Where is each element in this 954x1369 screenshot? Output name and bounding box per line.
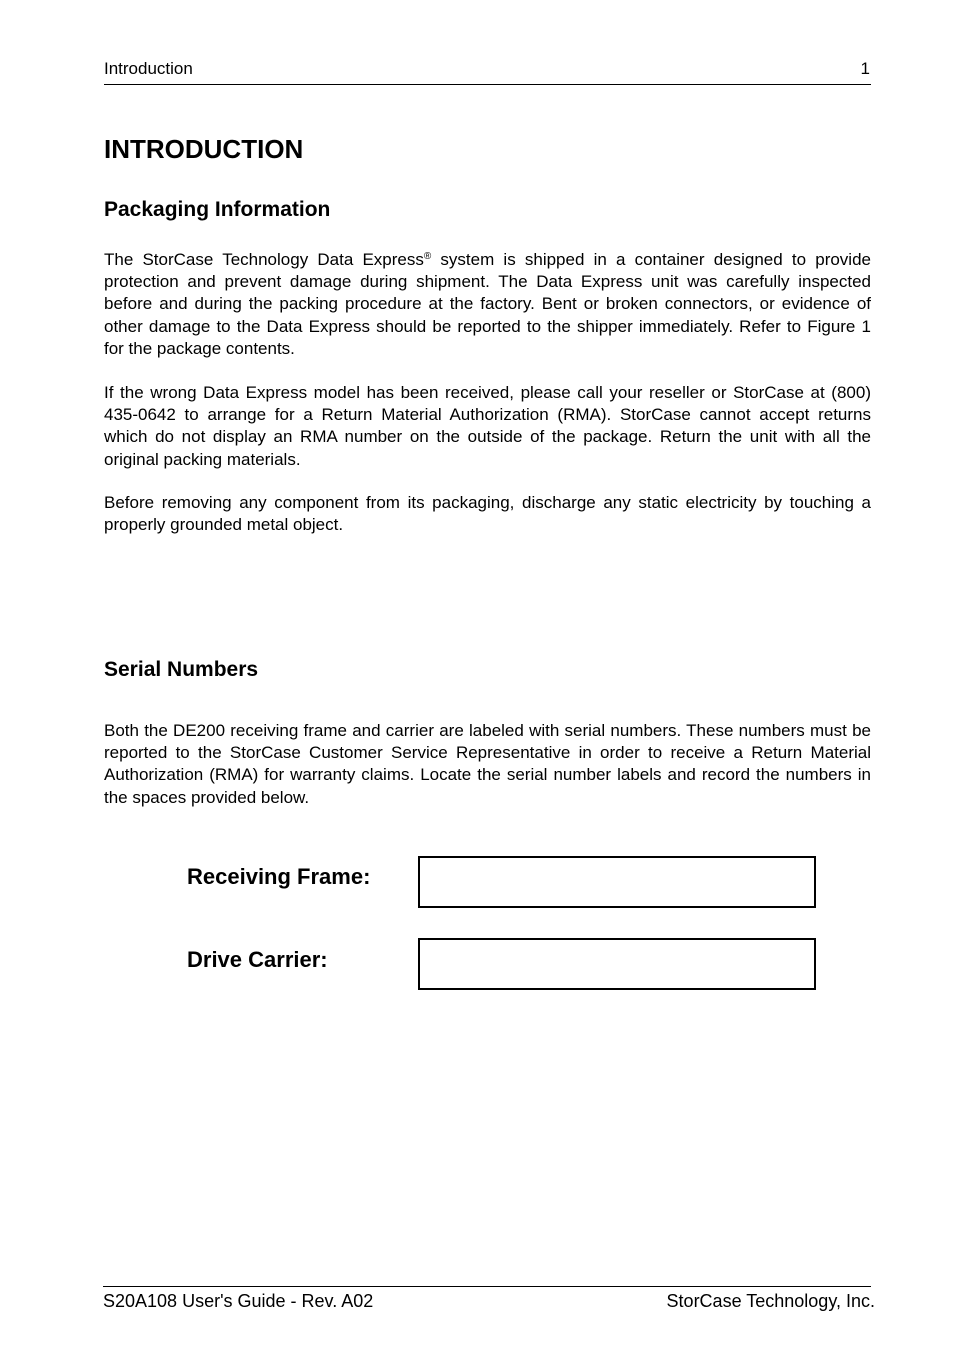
serial-numbers-paragraph: Both the DE200 receiving frame and carrier are labeled with serial numbers. These numbers must be reported to the StorCase Customer Service Representative in order to receive a Return Material Authorization (RMA) for warranty claims. Locate the serial number labels and record the numbers in the spaces provided below. — [104, 721, 871, 807]
packaging-p1-text-a: The StorCase Technology Data Express — [104, 250, 424, 269]
packaging-p1-text-b: system is shipped in a container designed to provide protection and prevent damage during shipment. The Data Express unit was carefully inspected before and during the packing procedure at the factory. Bent or broken connectors, or evidence of other damage to the Data Express should be reported to the shipper immediately. Refer to Figure 1 for the package contents. — [104, 250, 871, 358]
header-page-number: 1 — [860, 59, 870, 78]
packaging-paragraph-3: Before removing any component from its packaging, discharge any static electricity by touching a properly grounded metal object. — [104, 493, 871, 535]
page-footer — [103, 1286, 875, 1317]
footer-document-title: S20A108 User's Guide - Rev. A02 — [103, 1291, 374, 1311]
receiving-frame-serial-box — [418, 856, 816, 908]
drive-carrier-serial-box — [418, 938, 816, 990]
header-section-title: Introduction — [104, 59, 193, 78]
registered-trademark-mark: ® — [423, 251, 432, 262]
footer-company-name: StorCase Technology, Inc. — [666, 1291, 875, 1311]
serial-numbers-heading: Serial Numbers — [104, 658, 259, 681]
packaging-heading: Packaging Information — [104, 198, 331, 221]
page-header — [104, 58, 871, 85]
page-title: INTRODUCTION — [104, 134, 304, 164]
packaging-paragraph-1 — [104, 249, 871, 360]
receiving-frame-label: Receiving Frame: — [187, 864, 371, 889]
packaging-paragraph-2: If the wrong Data Express model has been received, please call your reseller or StorCase at (800) 435-0642 to arrange for a Return Material Authorization (RMA). StorCase cannot accept returns which do not display an RMA number on the outside of the package. Return the unit with all the original packing materials. — [104, 383, 871, 469]
drive-carrier-label: Drive Carrier: — [187, 947, 328, 972]
